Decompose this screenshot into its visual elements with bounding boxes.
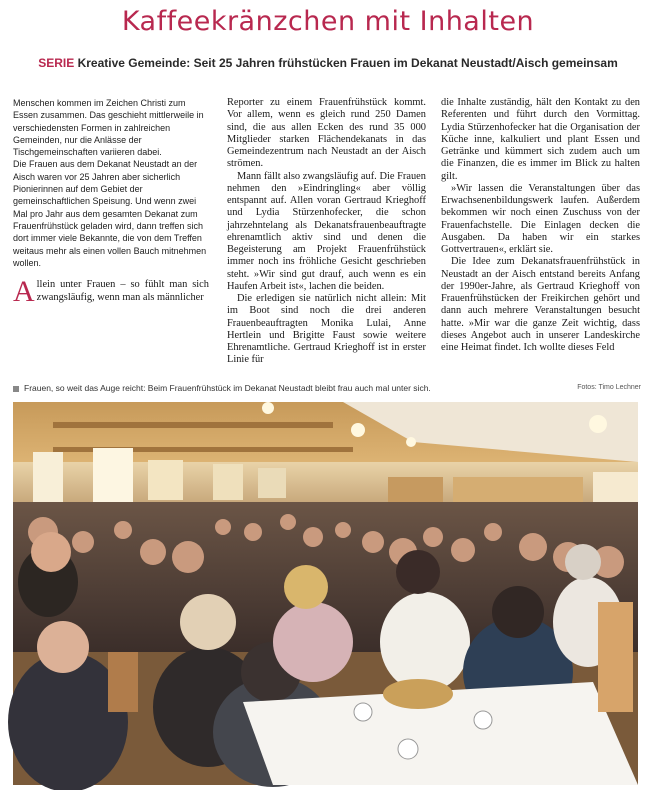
photo-caption-row: [13, 383, 641, 395]
event-photo: [13, 402, 638, 785]
body-column-2: [227, 97, 426, 366]
body-paragraph: Die Idee zum Dekanatsfrauenfrühstück in Neustadt an der Aisch entstand bereits Anfang der 1990er-Jahre, als Gertraud Krieghoff von Frauenfrühstücken der Freikirchen gehört und dann auch mehrere Veranstaltungen besucht hatte. »Mir war die ganze Zeit wichtig, dass dieses Angebot auch in unserer Landeskirche eine Heimat findet. Ich wollte dieses Feld: [441, 256, 640, 353]
article-title: Kaffeekränzchen mit Inhalten: [121, 6, 535, 37]
caption-square-icon: [13, 386, 19, 392]
intro-paragraph: Menschen kommen im Zeichen Christi zum Essen zusammen. Das geschieht mittlerweile in verschiedensten Formen in zahlreichen Gemeinden, nur die Anlässe der Tischgemeinschaften variieren dabei.: [13, 98, 204, 158]
body-paragraph: Die erledigen sie natürlich nicht allein: Mit im Boot sind noch die drei anderen Frauenbeauftragten Monika Lulai, Anne Hertlein und Brigitte Faust sowie weitere Ehrenamtliche. Gertraud Krieghoff ist in erster Linie für: [227, 293, 426, 366]
intro-column: [13, 97, 209, 352]
body-paragraph: Reporter zu einem Frauenfrühstück kommt. Vor allem, wenn es gleich rund 250 Damen sind, die aus allen Ecken des rund 35 000 Mitglieder starken Flächendekanats in das Gemeindezentrum nach Neustadt an der Aisch strömen.: [227, 97, 426, 170]
lead-text: llein unter Frauen – so fühlt man sich zwangsläufig, wenn man als männlicher: [36, 279, 209, 303]
series-kicker: SERIE: [38, 56, 75, 70]
article-subtitle: [0, 56, 656, 70]
body-paragraph: »Wir lassen die Veranstaltungen über das Erwachsenenbildungswerk laufen. Außerdem bekommen wir noch einen Zuschuss von der Frauenfachstelle. Die Einlagen decken die Ausgaben. Da haben wir ein starkes Gottvertrauen«, erklärt sie.: [441, 182, 640, 255]
body-paragraph: die Inhalte zuständig, hält den Kontakt zu den Referenten und führt durch den Vormittag. Lydia Stürzenhofecker hat die Organisation der Küche inne, kalkuliert und plant Essen und Getränke und kümmert sich zudem auch um die Finanzen, die es immer im Blick zu halten gilt.: [441, 97, 640, 182]
body-paragraph: Mann fällt also zwangsläufig auf. Die Frauen nehmen den »Eindringling« aber völlig entspannt auf. Allen voran Gertraud Krieghoff und Lydia Stürzenhofecker, die schon jahrzehntelang als Dekanatsfrauenbeauftragte ehrenamtlich aktiv sind und denen die Begeisterung am Projekt Frauenfrühstück immer noch ins fröhliche Gesicht geschrieben steht. »Wir sind gut drauf, auch wenn es ein Haufen Arbeit ist«, lachen die beiden.: [227, 170, 426, 292]
event-photo-illustration: [13, 402, 638, 785]
intro-paragraph: Die Frauen aus dem Dekanat Neustadt an der Aisch waren vor 25 Jahren aber sicherlich Pionierinnen auf dem Gebiet der gemeinschaftlichen Speisung. Und wenn zwei Mal pro Jahr aus dem gesamten Dekanat zum Frauenfrühstück geladen wird, dann treffen sich dort immer viele Bekannte, die von dem Treffen weitaus mehr als einen vollen Bauch mitnehmen wollen.: [13, 159, 207, 268]
subtitle-text: Kreative Gemeinde: Seit 25 Jahren frühstücken Frauen im Dekanat Neustadt/Aisch gemeinsam: [77, 56, 618, 70]
photo-caption: Frauen, so weit das Auge reicht: Beim Frauenfrühstück im Dekanat Neustadt bleibt frau auch mal unter sich.: [24, 383, 431, 393]
lead-paragraph: [13, 275, 209, 309]
body-column-3: [441, 97, 640, 352]
drop-cap: A: [13, 275, 35, 309]
photo-credit: Fotos: Timo Lechner: [577, 384, 641, 391]
